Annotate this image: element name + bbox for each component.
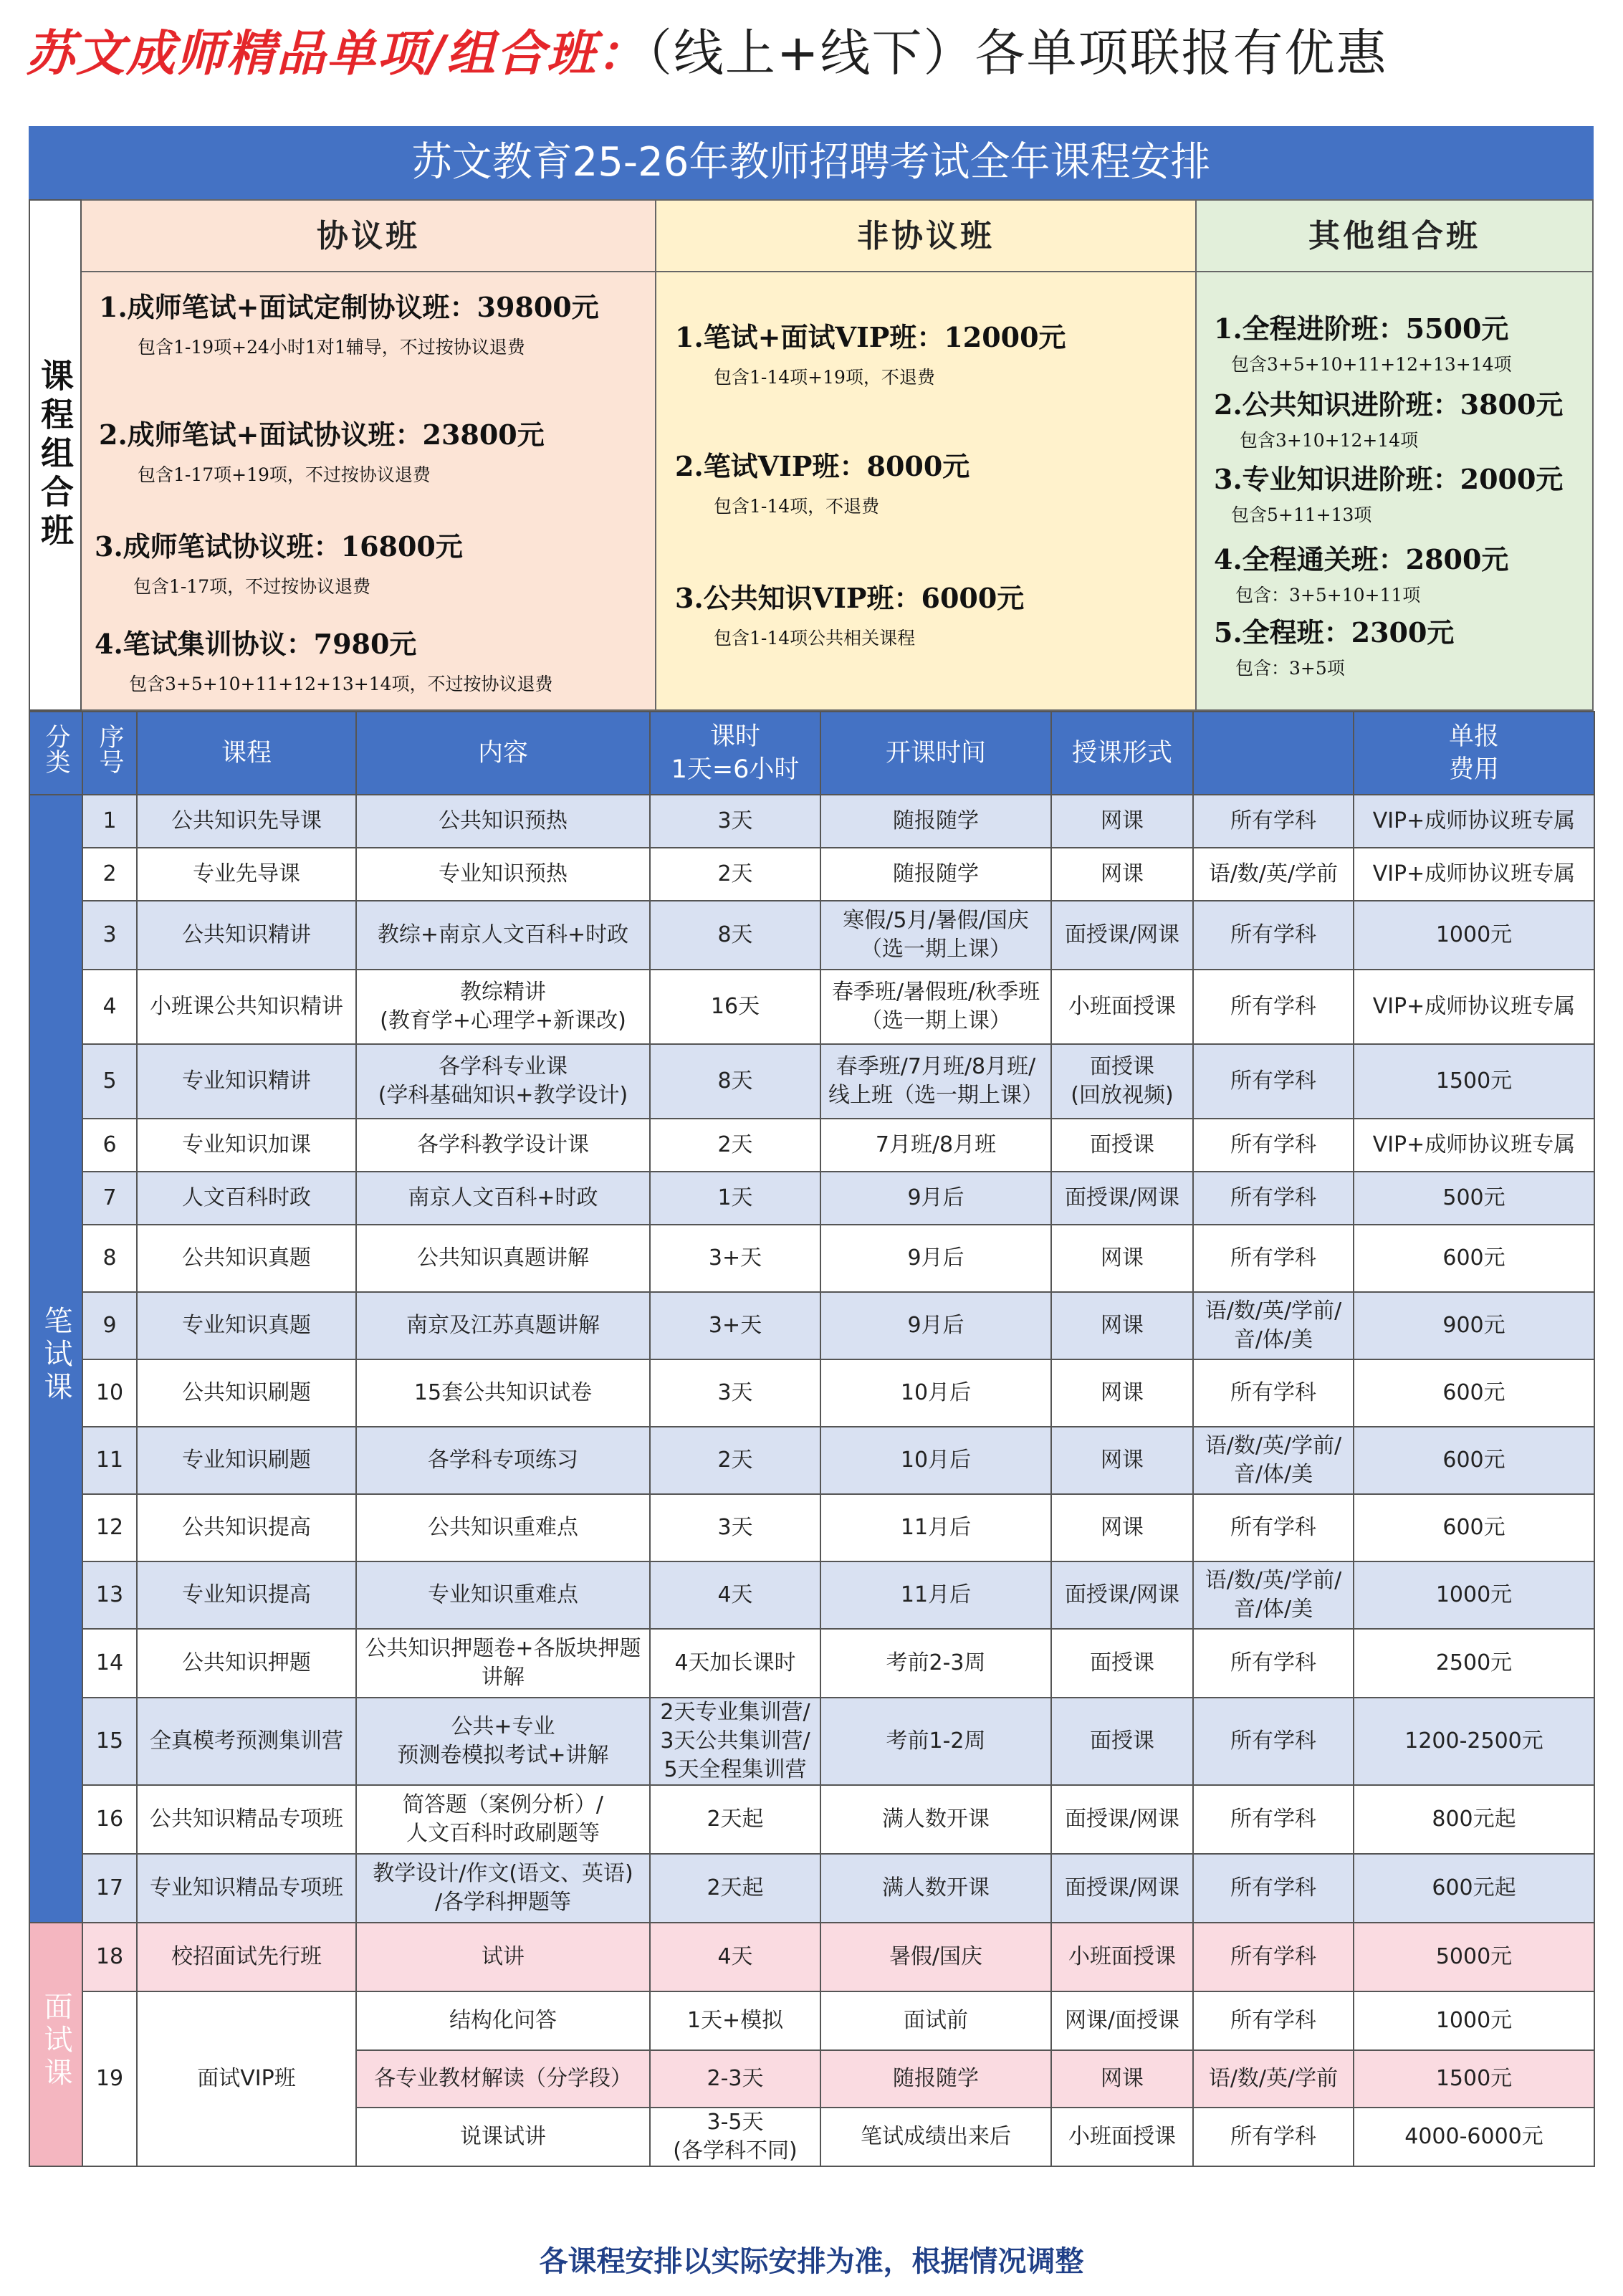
combo-col-head: 协议班 — [82, 201, 655, 272]
table-row — [29, 901, 1594, 970]
header-content: 内容 — [356, 712, 650, 795]
cell-no: 4 — [82, 970, 137, 1044]
promo-dark-text: （线上+线下）各单项联报有优惠 — [646, 24, 1388, 82]
combo-col-head: 非协议班 — [656, 201, 1195, 272]
cell-form: 面授课 — [1051, 1119, 1193, 1172]
cell-content: 公共知识预热 — [356, 795, 650, 848]
cell-course: 专业知识精品专项班 — [137, 1854, 356, 1923]
table-row — [29, 1359, 1594, 1427]
header-hours: 课时 1天=6小时 — [650, 712, 820, 795]
cell-fee: 5000元 — [1354, 1923, 1594, 1991]
cell-course: 专业知识加课 — [137, 1119, 356, 1172]
cell-course: 专业知识精讲 — [137, 1044, 356, 1119]
cell-time: 11月后 — [820, 1561, 1051, 1629]
cell-time: 满人数开课 — [820, 1854, 1051, 1923]
cell-content: 结构化问答 — [356, 1991, 650, 2050]
cell-content: 15套公共知识试卷 — [356, 1359, 650, 1427]
cell-form: 网课/面授课 — [1051, 1991, 1193, 2050]
cell-subject: 所有学科 — [1193, 795, 1354, 848]
cell-course: 公共知识押题 — [137, 1629, 356, 1698]
table-header-row — [29, 712, 1594, 795]
cell-content: 教综+南京人文百科+时政 — [356, 901, 650, 970]
cell-time: 满人数开课 — [820, 1785, 1051, 1854]
cell-no: 17 — [82, 1854, 137, 1923]
cell-no: 8 — [82, 1225, 137, 1292]
cell-subject: 语/数/英/学前/ 音/体/美 — [1193, 1561, 1354, 1629]
table-row — [29, 795, 1594, 848]
cell-no: 7 — [82, 1172, 137, 1225]
cell-form: 面授课/网课 — [1051, 1561, 1193, 1629]
cell-subject: 语/数/英/学前 — [1193, 2050, 1354, 2108]
cell-hours: 2天 — [650, 1427, 820, 1494]
table-row — [29, 1785, 1594, 1854]
combo-option: 1.笔试+面试VIP班：12000元 包含1-14项+19项，不退费 — [675, 321, 1066, 388]
cell-course: 公共知识精讲 — [137, 901, 356, 970]
promo-red-text: 苏文成师精品单项/组合班： — [26, 25, 647, 82]
cell-subject: 所有学科 — [1193, 1119, 1354, 1172]
cell-time: 暑假/国庆 — [820, 1923, 1051, 1991]
cell-no: 10 — [82, 1359, 137, 1427]
cell-time: 7月班/8月班 — [820, 1119, 1051, 1172]
cell-hours: 3天 — [650, 1359, 820, 1427]
header-form: 授课形式 — [1051, 712, 1193, 795]
header-fee: 单报 费用 — [1354, 712, 1594, 795]
cell-form: 网课 — [1051, 1427, 1193, 1494]
combo-option: 2.笔试VIP班：8000元 包含1-14项，不退费 — [675, 450, 970, 517]
cell-hours: 2天 — [650, 848, 820, 901]
cell-form: 网课 — [1051, 1494, 1193, 1561]
cell-hours: 8天 — [650, 901, 820, 970]
cell-content: 各学科专项练习 — [356, 1427, 650, 1494]
cell-hours: 3+天 — [650, 1225, 820, 1292]
cell-fee: 600元 — [1354, 1494, 1594, 1561]
cell-fee: 1500元 — [1354, 1044, 1594, 1119]
cell-time: 9月后 — [820, 1292, 1051, 1359]
combo-option: 2.公共知识进阶班：3800元 包含3+10+12+14项 — [1214, 388, 1564, 451]
cell-fee: 1500元 — [1354, 2050, 1594, 2108]
cell-subject: 所有学科 — [1193, 1225, 1354, 1292]
table-row — [29, 1698, 1594, 1785]
combo-option: 4.笔试集训协议：7980元 包含3+5+10+11+12+13+14项，不过按协议退费 — [95, 628, 553, 694]
cell-course: 专业知识提高 — [137, 1561, 356, 1629]
cell-hours: 3-5天 (各学科不同) — [650, 2108, 820, 2166]
cell-subject: 所有学科 — [1193, 1698, 1354, 1785]
combo-side-label: 课程组合班 — [29, 199, 82, 711]
cell-no: 9 — [82, 1292, 137, 1359]
header-course: 课程 — [137, 712, 356, 795]
cell-form: 面授课/网课 — [1051, 1172, 1193, 1225]
cell-form: 小班面授课 — [1051, 2108, 1193, 2166]
cell-content: 专业知识重难点 — [356, 1561, 650, 1629]
cell-form: 小班面授课 — [1051, 1923, 1193, 1991]
header-subject — [1193, 712, 1354, 795]
cell-subject: 所有学科 — [1193, 1854, 1354, 1923]
cell-subject: 语/数/英/学前/ 音/体/美 — [1193, 1292, 1354, 1359]
table-row — [29, 970, 1594, 1044]
cell-course: 公共知识先导课 — [137, 795, 356, 848]
page-title: 苏文教育25-26年教师招聘考试全年课程安排 — [29, 126, 1594, 199]
cell-course: 公共知识刷题 — [137, 1359, 356, 1427]
cell-form: 面授课 — [1051, 1629, 1193, 1698]
table-row — [29, 848, 1594, 901]
cell-course: 面试VIP班 — [137, 1991, 356, 2166]
cell-content: 各学科专业课 (学科基础知识+教学设计) — [356, 1044, 650, 1119]
cell-course: 公共知识提高 — [137, 1494, 356, 1561]
cell-hours: 2天 — [650, 1119, 820, 1172]
category-interview: 面试课 — [29, 1923, 82, 2166]
table-row — [29, 1044, 1594, 1119]
cell-form: 网课 — [1051, 2050, 1193, 2108]
table-row — [29, 1225, 1594, 1292]
header-no: 序号 — [82, 712, 137, 795]
cell-content: 专业知识预热 — [356, 848, 650, 901]
table-row — [29, 1427, 1594, 1494]
cell-hours: 3+天 — [650, 1292, 820, 1359]
cell-fee: 4000-6000元 — [1354, 2108, 1594, 2166]
cell-fee: 800元起 — [1354, 1785, 1594, 1854]
cell-subject: 所有学科 — [1193, 1359, 1354, 1427]
cell-subject: 所有学科 — [1193, 2108, 1354, 2166]
cell-content: 教学设计/作文(语文、英语) /各学科押题等 — [356, 1854, 650, 1923]
cell-fee: VIP+成师协议班专属 — [1354, 1119, 1594, 1172]
table-row — [29, 1629, 1594, 1698]
cell-form: 网课 — [1051, 1292, 1193, 1359]
cell-form: 网课 — [1051, 848, 1193, 901]
cell-content: 说课试讲 — [356, 2108, 650, 2166]
cell-fee: 1000元 — [1354, 1561, 1594, 1629]
cell-time: 9月后 — [820, 1225, 1051, 1292]
cell-subject: 所有学科 — [1193, 1494, 1354, 1561]
cell-hours: 4天 — [650, 1923, 820, 1991]
cell-no: 6 — [82, 1119, 137, 1172]
cell-content: 公共+专业 预测卷模拟考试+讲解 — [356, 1698, 650, 1785]
cell-time: 考前2-3周 — [820, 1629, 1051, 1698]
cell-time: 春季班/7月班/8月班/ 线上班（选一期上课） — [820, 1044, 1051, 1119]
category-written: 笔试课 — [29, 795, 82, 1923]
cell-subject: 所有学科 — [1193, 1923, 1354, 1991]
cell-no: 19 — [82, 1991, 137, 2166]
cell-subject: 所有学科 — [1193, 1991, 1354, 2050]
cell-time: 10月后 — [820, 1427, 1051, 1494]
cell-content: 各学科教学设计课 — [356, 1119, 650, 1172]
cell-form: 面授课/网课 — [1051, 1785, 1193, 1854]
cell-no: 14 — [82, 1629, 137, 1698]
cell-form: 小班面授课 — [1051, 970, 1193, 1044]
cell-subject: 所有学科 — [1193, 1172, 1354, 1225]
cell-hours: 2天起 — [650, 1785, 820, 1854]
cell-fee: 600元 — [1354, 1359, 1594, 1427]
cell-fee: 600元 — [1354, 1427, 1594, 1494]
cell-subject: 所有学科 — [1193, 901, 1354, 970]
cell-fee: 500元 — [1354, 1172, 1594, 1225]
cell-no: 18 — [82, 1923, 137, 1991]
combo-col-non-agreement — [656, 199, 1197, 711]
cell-time: 面试前 — [820, 1991, 1051, 2050]
cell-form: 面授课 (回放视频) — [1051, 1044, 1193, 1119]
cell-time: 10月后 — [820, 1359, 1051, 1427]
cell-form: 面授课/网课 — [1051, 901, 1193, 970]
cell-hours: 1天+模拟 — [650, 1991, 820, 2050]
cell-no: 11 — [82, 1427, 137, 1494]
cell-fee: 900元 — [1354, 1292, 1594, 1359]
cell-content: 试讲 — [356, 1923, 650, 1991]
table-row — [29, 1172, 1594, 1225]
cell-fee: 1200-2500元 — [1354, 1698, 1594, 1785]
combo-option: 1.成师笔试+面试定制协议班：39800元 包含1-19项+24小时1对1辅导，不过按协议退费 — [99, 291, 599, 358]
cell-content: 南京及江苏真题讲解 — [356, 1292, 650, 1359]
combo-option: 3.专业知识进阶班：2000元 包含5+11+13项 — [1214, 463, 1564, 525]
cell-course: 全真模考预测集训营 — [137, 1698, 356, 1785]
cell-form: 网课 — [1051, 795, 1193, 848]
cell-hours: 4天加长课时 — [650, 1629, 820, 1698]
cell-fee: VIP+成师协议班专属 — [1354, 795, 1594, 848]
table-row — [29, 1561, 1594, 1629]
cell-hours: 2天专业集训营/ 3天公共集训营/ 5天全程集训营 — [650, 1698, 820, 1785]
cell-fee: VIP+成师协议班专属 — [1354, 970, 1594, 1044]
cell-course: 专业知识刷题 — [137, 1427, 356, 1494]
cell-content: 各专业教材解读（分学段） — [356, 2050, 650, 2108]
cell-time: 随报随学 — [820, 848, 1051, 901]
combo-option: 1.全程进阶班：5500元 包含3+5+10+11+12+13+14项 — [1214, 312, 1512, 375]
cell-form: 网课 — [1051, 1359, 1193, 1427]
cell-subject: 所有学科 — [1193, 1785, 1354, 1854]
cell-subject: 所有学科 — [1193, 970, 1354, 1044]
table-row — [29, 1991, 1594, 2050]
cell-time: 11月后 — [820, 1494, 1051, 1561]
cell-no: 5 — [82, 1044, 137, 1119]
cell-subject: 所有学科 — [1193, 1629, 1354, 1698]
cell-content: 公共知识押题卷+各版块押题 讲解 — [356, 1629, 650, 1698]
cell-course: 人文百科时政 — [137, 1172, 356, 1225]
cell-hours: 1天 — [650, 1172, 820, 1225]
cell-no: 13 — [82, 1561, 137, 1629]
cell-hours: 3天 — [650, 795, 820, 848]
cell-hours: 4天 — [650, 1561, 820, 1629]
cell-hours: 3天 — [650, 1494, 820, 1561]
cell-fee: 600元 — [1354, 1225, 1594, 1292]
table-row — [29, 1292, 1594, 1359]
cell-content: 公共知识重难点 — [356, 1494, 650, 1561]
cell-no: 1 — [82, 795, 137, 848]
cell-time: 随报随学 — [820, 795, 1051, 848]
cell-hours: 8天 — [650, 1044, 820, 1119]
cell-fee: 600元起 — [1354, 1854, 1594, 1923]
cell-content: 公共知识真题讲解 — [356, 1225, 650, 1292]
cell-course: 校招面试先行班 — [137, 1923, 356, 1991]
cell-time: 考前1-2周 — [820, 1698, 1051, 1785]
combo-option: 3.成师笔试协议班：16800元 包含1-17项，不过按协议退费 — [95, 530, 463, 597]
footer-note: 各课程安排以实际安排为准，根据情况调整 — [539, 2244, 1084, 2278]
course-table — [29, 711, 1595, 2167]
cell-time: 春季班/暑假班/秋季班 （选一期上课） — [820, 970, 1051, 1044]
table-row — [29, 1923, 1594, 1991]
cell-fee: 1000元 — [1354, 901, 1594, 970]
cell-no: 2 — [82, 848, 137, 901]
promo-header — [26, 13, 1602, 92]
cell-time: 寒假/5月/暑假/国庆 （选一期上课） — [820, 901, 1051, 970]
cell-no: 12 — [82, 1494, 137, 1561]
cell-content: 简答题（案例分析）/ 人文百科时政刷题等 — [356, 1785, 650, 1854]
table-row — [29, 1119, 1594, 1172]
combo-col-agreement — [82, 199, 656, 711]
combo-option: 2.成师笔试+面试协议班：23800元 包含1-17项+19项，不过按协议退费 — [99, 418, 545, 485]
cell-course: 公共知识精品专项班 — [137, 1785, 356, 1854]
table-row — [29, 1854, 1594, 1923]
cell-time: 9月后 — [820, 1172, 1051, 1225]
cell-form: 面授课/网课 — [1051, 1854, 1193, 1923]
cell-course: 公共知识真题 — [137, 1225, 356, 1292]
cell-course: 专业知识真题 — [137, 1292, 356, 1359]
cell-course: 小班课公共知识精讲 — [137, 970, 356, 1044]
combo-option: 3.公共知识VIP班：6000元 包含1-14项公共相关课程 — [675, 582, 1025, 649]
cell-content: 南京人文百科+时政 — [356, 1172, 650, 1225]
combo-col-head: 其他组合班 — [1197, 201, 1592, 272]
cell-form: 面授课 — [1051, 1698, 1193, 1785]
cell-content: 教综精讲 (教育学+心理学+新课改) — [356, 970, 650, 1044]
cell-time: 随报随学 — [820, 2050, 1051, 2108]
combo-option: 5.全程班：2300元 包含：3+5项 — [1214, 616, 1455, 679]
header-time: 开课时间 — [820, 712, 1051, 795]
cell-fee: VIP+成师协议班专属 — [1354, 848, 1594, 901]
cell-hours: 16天 — [650, 970, 820, 1044]
cell-fee: 1000元 — [1354, 1991, 1594, 2050]
cell-subject: 语/数/英/学前/ 音/体/美 — [1193, 1427, 1354, 1494]
combo-col-other — [1197, 199, 1594, 711]
cell-no: 16 — [82, 1785, 137, 1854]
header-category: 分类 — [29, 712, 82, 795]
cell-fee: 2500元 — [1354, 1629, 1594, 1698]
cell-course: 专业先导课 — [137, 848, 356, 901]
cell-subject: 所有学科 — [1193, 1044, 1354, 1119]
cell-no: 15 — [82, 1698, 137, 1785]
cell-time: 笔试成绩出来后 — [820, 2108, 1051, 2166]
table-row — [29, 1494, 1594, 1561]
cell-subject: 语/数/英/学前 — [1193, 848, 1354, 901]
cell-hours: 2天起 — [650, 1854, 820, 1923]
combo-option: 4.全程通关班：2800元 包含：3+5+10+11项 — [1214, 543, 1509, 606]
cell-no: 3 — [82, 901, 137, 970]
cell-form: 网课 — [1051, 1225, 1193, 1292]
cell-hours: 2-3天 — [650, 2050, 820, 2108]
